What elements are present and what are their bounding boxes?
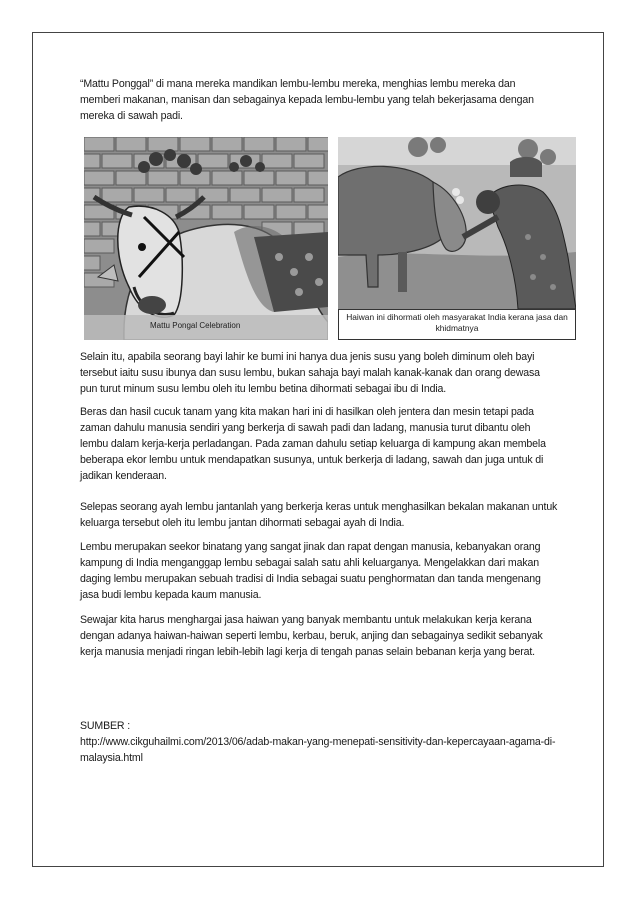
cow-honour-photo bbox=[338, 137, 576, 309]
paragraph: Sewajar kita harus menghargai jasa haiwan yang banyak membantu untuk melakukan kerja kerana dengan adanya haiwan-haiwan seperti lembu, kerbau, beruk, anjing dan sebagainya sedikit sebanyak kerja manusia menjadi ringan lebih-lebih lagi kerja di tengah panas selain bebanan kerja yang berat. bbox=[80, 614, 543, 658]
source-heading: SUMBER : bbox=[80, 720, 131, 732]
source-link[interactable]: http://www.cikguhailmi.com/2013/06/adab-makan-yang-menepati-sensitivity-dan-kepercayaan-agama-di-malaysia.html bbox=[80, 736, 556, 764]
photo-label: Mattu Pongal Celebration bbox=[150, 321, 241, 330]
paragraph: Lembu merupakan seekor binatang yang sangat jinak dan rapat dengan manusia, kebanyakan orang kampung di India menganggap lembu sebagai salah satu ahli keluarganya. Mengelakkan dari makan daging lembu merupakan sebuah tradisi di India sebagai suatu penghormatan dan tanda mengenang jasa budi lembu kepada kaum manusia. bbox=[80, 541, 541, 601]
paragraph: Selepas seorang ayah lembu jantanlah yang berkerja keras untuk menghasilkan bekalan makanan untuk keluarga tersebut oleh itu lembu jantan dihormati sebagai ayah di India. bbox=[80, 501, 558, 529]
paragraph: Beras dan hasil cucuk tanam yang kita makan hari ini di hasilkan oleh jentera dan mesin tetapi pada zaman dahulu manusia sendiri yang berkerja di sawah padi dan ladang, manusia turut dibantu oleh lembu dalam kerja-kerja perladangan. Pada zaman dahulu setiap keluarga di kampung akan membela beberapa ekor lembu untuk mendapatkan susunya, untuk berkerja di ladang, sawah dan juga untuk di jadikan kenderaan. bbox=[80, 406, 546, 482]
paragraph: Selain itu, apabila seorang bayi lahir ke bumi ini hanya dua jenis susu yang boleh diminum oleh bayi tersebut iaitu susu ibunya dan susu lembu, bukan sahaja bayi malah kanak-kanak dan orang dewasa pun turut minum susu lembu oleh itu lembu betina dihormati sebagai ibu di India. bbox=[80, 351, 540, 395]
intro-paragraph: “Mattu Ponggal” di mana mereka mandikan lembu-lembu mereka, menghias lembu mereka dan memberi makanan, manisan dan sebagainya kepada lembu-lembu yang telah bekerjasama dengan mereka di sawah padi. bbox=[80, 78, 534, 122]
photo-caption: Haiwan ini dihormati oleh masyarakat India kerana jasa dan khidmatnya bbox=[338, 309, 576, 340]
mattu-pongal-photo bbox=[84, 137, 328, 340]
